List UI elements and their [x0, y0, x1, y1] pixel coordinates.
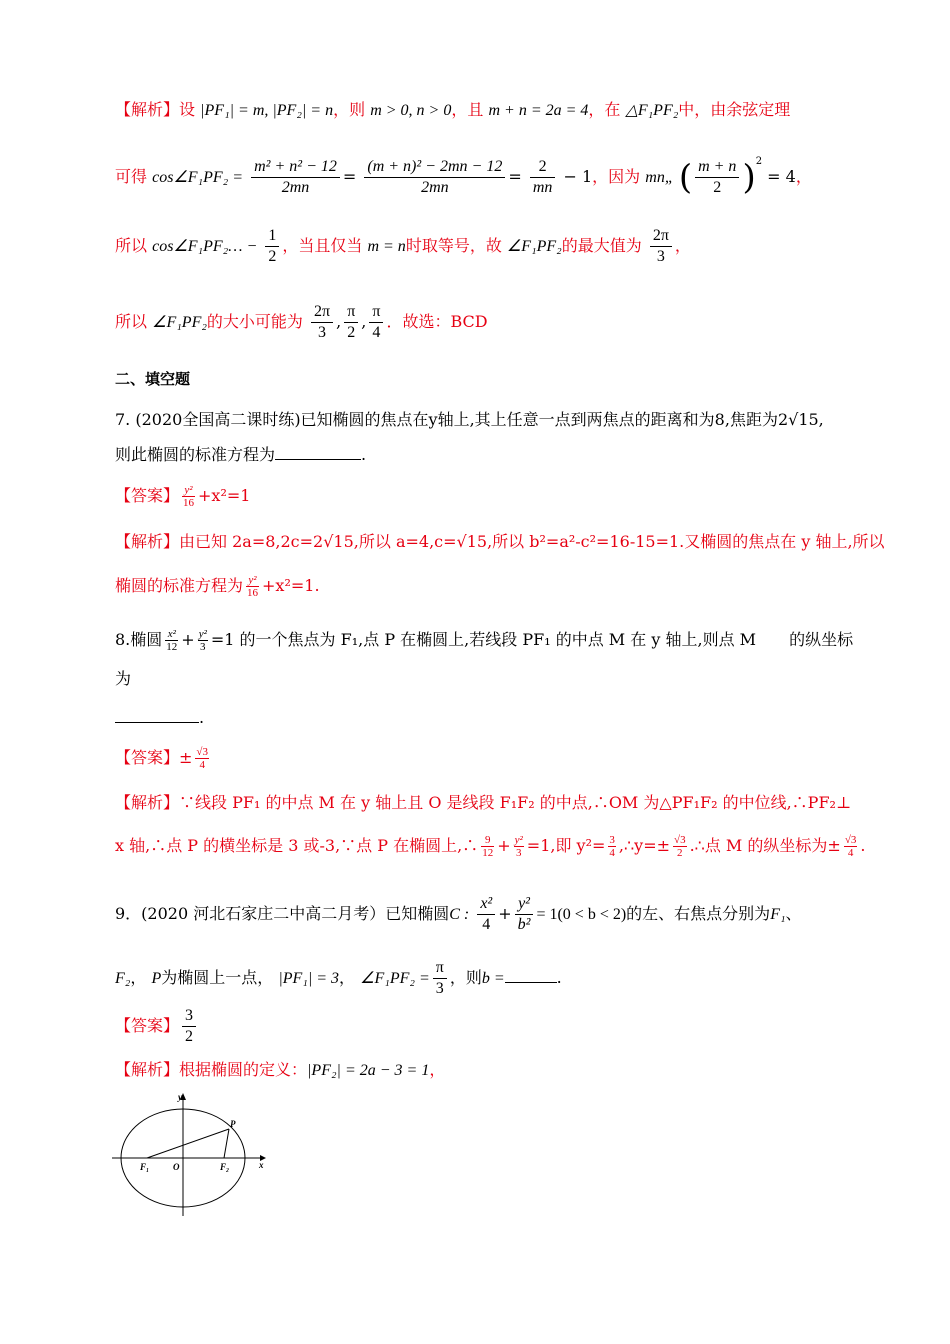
fraction: $\frac{m + n}{2}$: [695, 157, 739, 198]
q7-stem-line-2: 则此椭圆的标准方程为 .: [115, 445, 367, 464]
q9-answer: [115, 1006, 850, 1047]
fraction: $\frac{√3}{4}$: [844, 834, 857, 859]
fraction: $\frac{9}{12}$: [482, 834, 494, 859]
fraction: $\frac{√3}{4}$: [196, 746, 208, 771]
origin-label: O: [173, 1162, 180, 1172]
q8-stem-line-1: 8.椭圆 $\frac{\text{x²}}{12}$ + $\frac{\text{y²}}{3}$ =1 的一个焦点为 F₁,点 P 在椭圆上,若线段 PF₁ 的中点 M 在 y 轴上,则点 M 的纵坐标: [115, 628, 854, 653]
fraction: $\frac{\text{y²}}{3}$: [514, 834, 523, 859]
answer-blank: [505, 982, 557, 983]
y-label: y: [178, 1092, 182, 1102]
fraction: $\frac{\text{x²}}{12}$: [166, 628, 178, 653]
analysis-tag: 【解析】: [115, 100, 180, 119]
answer-blank: [275, 459, 361, 460]
fraction: $\frac{\pi}{4}$: [369, 302, 383, 343]
prev-solution-line-3: 所以 cos∠F₁PF₂… − $\frac{1}{2}$ ，当且仅当 m = n时取等号，故 ∠F₁PF₂的最大值为 $\frac{2\pi}{3}$ ，: [115, 227, 691, 265]
fraction: $\frac{\text{(m + n)² − 2mn − 12}}{2mn}$: [364, 157, 505, 198]
fraction: $\frac{2}{mn}$: [530, 157, 556, 198]
prev-solution-line-1: 【解析】设 |PF₁| = m, |PF₂| = n，则 m > 0, n > 0，且 m + n = 2a = 4，在 △F₁PF₂中，由余弦定理: [115, 100, 791, 119]
fraction: $\frac{√3}{2}$: [674, 834, 686, 859]
fraction: $\frac{2\pi}{3}$: [311, 302, 333, 343]
prev-solution-line-4: 所以 ∠F₁PF₂的大小可能为 $\frac{2\pi}{3}$ , $\frac{\pi}{2}$ , $\frac{\pi}{4}$ ．故选：BCD: [115, 303, 488, 341]
analysis-tag: 【解析】: [115, 1060, 180, 1079]
fraction: $\frac{\pi}{3}$: [433, 958, 447, 999]
fraction: $\frac{\text{m² + n² − 12}}{2mn}$: [251, 157, 340, 198]
fraction: $\frac{\text{y²}}{\text{b²}}$: [515, 894, 534, 935]
segment-pf2: [224, 1129, 229, 1158]
fraction: $\frac{\text{x²}}{4}$: [477, 894, 495, 935]
q7-answer: 【答案】 $\frac{\text{y²}}{16}$ +x²=1: [115, 484, 251, 509]
ellipse-figure: [110, 1088, 270, 1223]
q8-stem-line-3: .: [115, 706, 850, 730]
fraction: $\frac{\text{y²}}{16}$: [183, 484, 195, 509]
answer-tag: 【答案】: [115, 1016, 180, 1035]
analysis-tag: 【解析】: [115, 532, 180, 551]
section-title: 二、填空题: [115, 370, 191, 388]
answer-tag: 【答案】: [115, 486, 180, 505]
q8-solution-line-1: 【解析】∵线段 PF₁ 的中点 M 在 y 轴上且 O 是线段 F₁F₂ 的中点,∴OM 为△PF₁F₂ 的中位线,∴PF₂⊥: [115, 793, 852, 812]
x-label: x: [259, 1160, 264, 1170]
analysis-tag: 【解析】: [115, 793, 180, 812]
fraction: $\frac{3}{4}$: [609, 834, 615, 859]
p-label: P: [230, 1119, 236, 1129]
q7-solution-line-2: 椭圆的标准方程为 $\frac{\text{y²}}{16}$ +x²=1.: [115, 574, 320, 599]
fraction: $\frac{2\pi}{3}$: [650, 226, 672, 267]
answer-blank: [115, 722, 199, 723]
prev-solution-line-2: 可得 cos∠F₁PF₂ = $\frac{\text{m² + n² − 12}}{2mn}$ = $\frac{\text{(m + n)² − 2mn − 12}}{2mn}$ = $\frac{2}{mn}$ − 1，因为 mn„ ( $\frac{m + n}{2}$ )$^2$ = 4，: [115, 156, 812, 198]
q9-stem-line-2: F₂， P为椭圆上一点， |PF₁| = 3， ∠F₁PF₂ = $\frac{\pi}{3}$ ，则b = .: [115, 959, 562, 997]
q8-answer: 【答案】± $\frac{√3}{4}$: [115, 746, 208, 771]
q9-solution-line: 【解析】根据椭圆的定义：|PF₂| = 2a − 3 = 1，: [115, 1060, 446, 1079]
f1-label: F₁: [140, 1162, 150, 1172]
fraction: $\frac{1}{2}$: [265, 226, 279, 267]
fraction: $\frac{3}{2}$: [182, 1006, 196, 1047]
segment-pf1: [147, 1129, 229, 1158]
answer-tag: 【答案】: [115, 748, 180, 767]
fraction: $\frac{\text{y²}}{3}$: [198, 628, 207, 653]
q7-stem-line-1: 7. (2020全国高二课时练)已知椭圆的焦点在y轴上,其上任意一点到两焦点的距离和为8,焦距为2√15,: [115, 410, 824, 429]
q9-stem-line-1: 9．(2020 河北石家庄二中高二月考）已知椭圆C : $\frac{\text{x²}}{4}$ + $\frac{\text{y²}}{\text{b²}}$ = 1(0 < b < 2)的左、右焦点分别为F₁、: [115, 895, 802, 933]
q8-solution-line-2: x 轴,∴点 P 的横坐标是 3 或-3,∵点 P 在椭圆上,∴ $\frac{9}{12}$ + $\frac{\text{y²}}{3}$ =1,即 y²= $\frac{3}{4}$ ,∴y=± $\frac{√3}{2}$ .∴点 M 的纵坐标为± $\frac{√3}{4}$ .: [115, 834, 866, 859]
fraction: $\frac{\pi}{2}$: [344, 302, 358, 343]
q7-solution-line-1: 【解析】由已知 2a=8,2c=2√15,所以 a=4,c=√15,所以 b²=a²-c²=16-15=1.又椭圆的焦点在 y 轴上,所以: [115, 532, 885, 551]
q8-stem-line-2: 为: [115, 669, 132, 688]
f2-label: F₂: [220, 1162, 230, 1172]
fraction: $\frac{\text{y²}}{16}$: [247, 574, 259, 599]
